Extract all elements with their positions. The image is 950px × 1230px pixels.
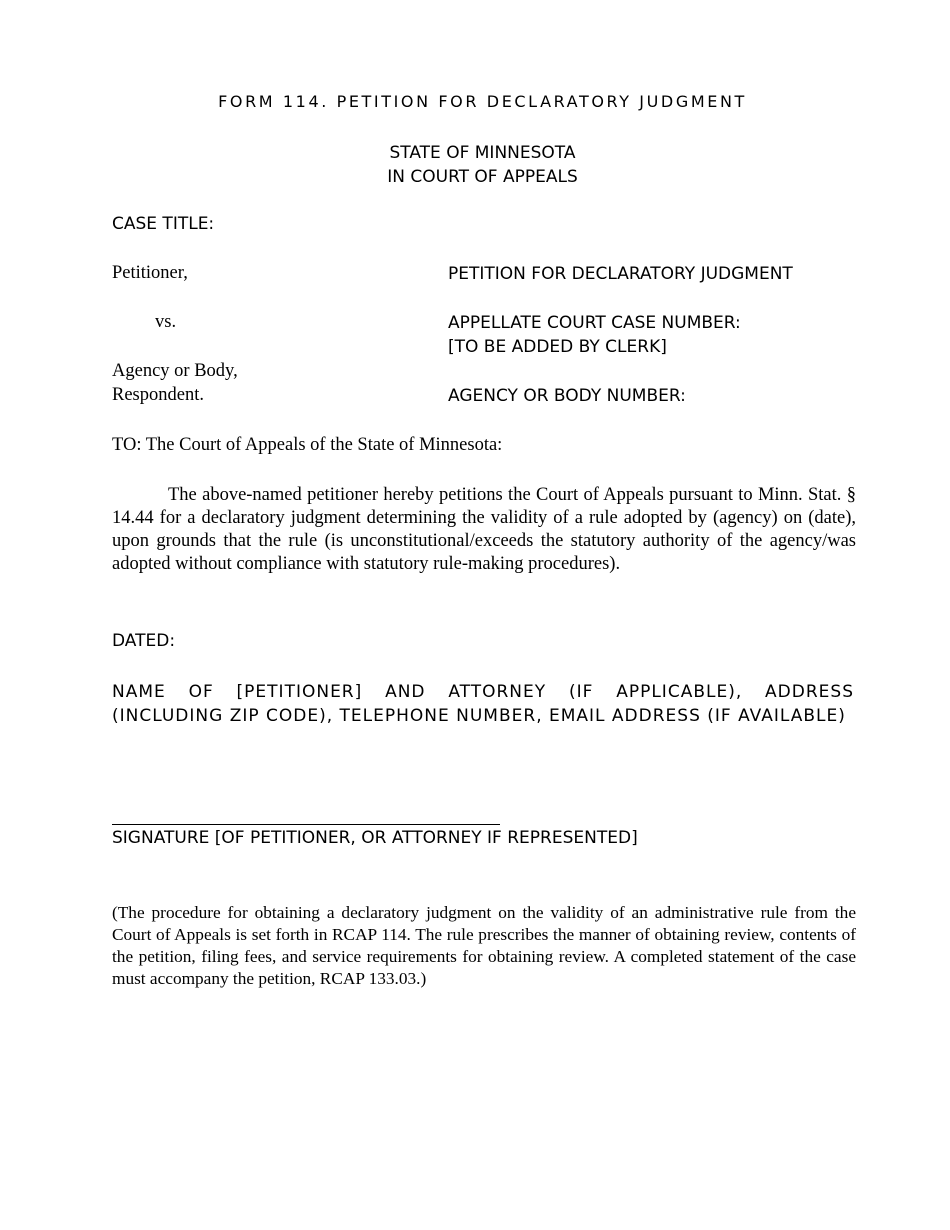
versus-label: vs. (155, 312, 177, 332)
address-line: TO: The Court of Appeals of the State of Minnesota: (112, 435, 503, 455)
state-name: STATE OF MINNESOTA (389, 143, 576, 163)
signature-line (112, 824, 500, 825)
petitioner-label: Petitioner, (112, 263, 188, 283)
agency-number-label: AGENCY OR BODY NUMBER: (448, 386, 686, 406)
agency-label: Agency or Body, (112, 361, 238, 381)
dated-label: DATED: (112, 631, 176, 651)
petition-body (112, 484, 856, 576)
form-title: FORM 114. PETITION FOR DECLARATORY JUDGMENT (218, 92, 747, 111)
petition-body-text: The above-named petitioner hereby petitions the Court of Appeals pursuant to Minn. Stat. § 14.44 for a declaratory judgment determining the validity of a rule adopted by (agency) on (date), upon grounds that the rule (is unconstitutional/exceeds the statutory authority of the agency/was adopted without compliance with statutory rule-making procedures). (112, 485, 856, 574)
court-name: IN COURT OF APPEALS (387, 167, 578, 187)
signature-label: SIGNATURE [OF PETITIONER, OR ATTORNEY IF REPRESENTED] (112, 828, 638, 848)
name-address-block: NAME OF [PETITIONER] AND ATTORNEY (IF APPLICABLE), ADDRESS (INCLUDING ZIP CODE), TELEPHONE NUMBER, EMAIL ADDRESS (IF AVAILABLE) (112, 682, 854, 726)
case-number-note: [TO BE ADDED BY CLERK] (448, 337, 667, 357)
document-title: PETITION FOR DECLARATORY JUDGMENT (448, 264, 793, 284)
respondent-label: Respondent. (112, 385, 204, 405)
case-number-label: APPELLATE COURT CASE NUMBER: (448, 313, 741, 333)
procedure-note: (The procedure for obtaining a declaratory judgment on the validity of an administrative rule from the Court of Appeals is set forth in RCAP 114. The rule prescribes the manner of obtaining review, contents of the petition, filing fees, and service requirements for obtaining review. A completed statement of the case must accompany the petition, RCAP 133.03.) (112, 903, 856, 988)
case-title-label: CASE TITLE: (112, 214, 215, 234)
court-heading (0, 141, 950, 189)
